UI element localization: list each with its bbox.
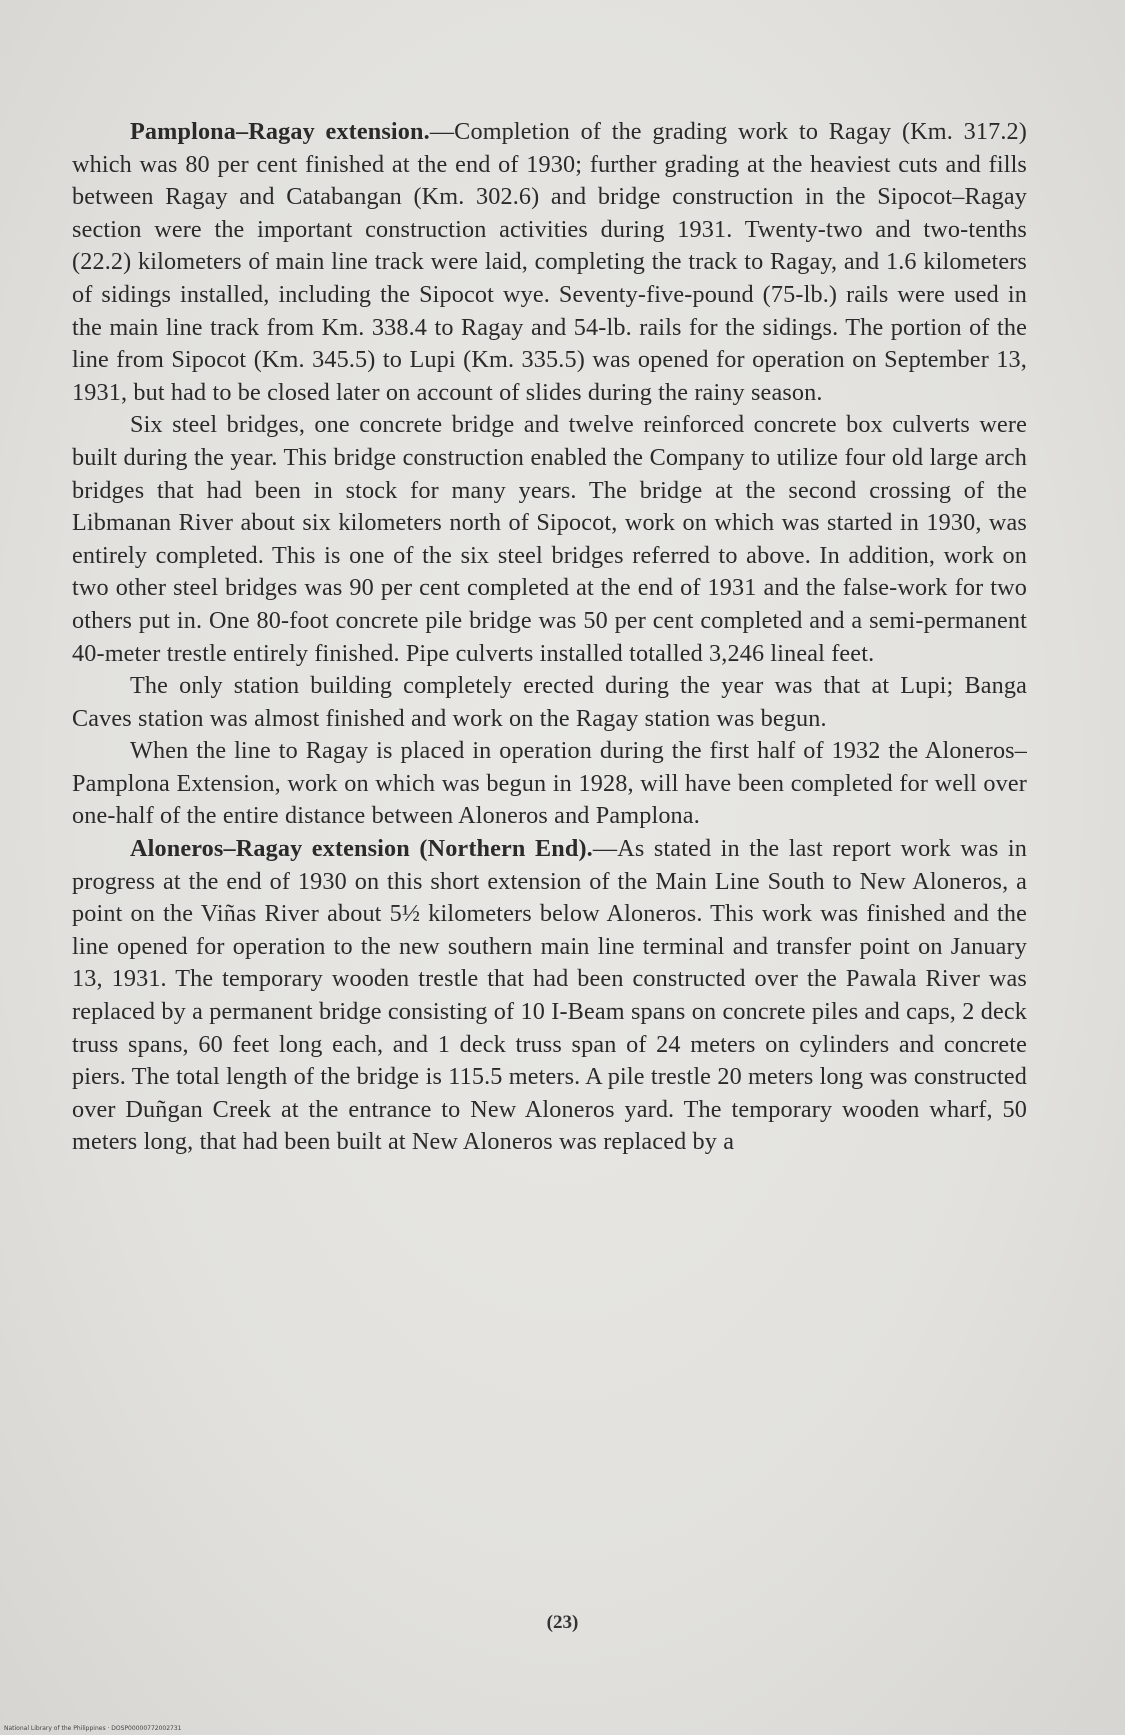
paragraph-line-to-ragay — [72, 735, 1027, 833]
paragraph-station-building — [72, 670, 1027, 735]
paragraph-steel-bridges — [72, 409, 1027, 670]
paragraph-text: Six steel bridges, one concrete bridge and twelve reinforced concrete box culverts were built during the year. This bridge construction enabled the Company to utilize four old large arch bridges that had been in stock for many years. The bridge at the second crossing of the Libmanan River about six kilometers north of Sipocot, work on which was started in 1930, was entirely completed. This is one of the six steel bridges referred to above. In addition, work on two other steel bridges was 90 per cent completed at the end of 1931 and the false-work for two others put in. One 80-foot concrete pile bridge was 50 per cent completed and a semi-permanent 40-meter trestle entirely finished. Pipe culverts installed totalled 3,246 lineal feet. — [72, 411, 1027, 667]
paragraph-text: When the line to Ragay is placed in operation during the first half of 1932 the Aloneros–Pamplona Extension, work on which was begun in 1928, will have been completed for well over one-half of the entire distance between Aloneros and Pamplona. — [72, 737, 1027, 830]
section-heading-pamplona-ragay: Pamplona–Ragay extension. — [130, 118, 430, 145]
paragraph-text: The only station building completely erected during the year was that at Lupi; Banga Caves station was almost finished and work on the Ragay station was begun. — [72, 672, 1027, 732]
paragraph-pamplona-ragay — [72, 116, 1027, 409]
paragraph-aloneros-ragay — [72, 833, 1027, 1159]
archive-footer-label: National Library of the Philippines · DOSP00000772002731 — [4, 1725, 182, 1732]
paragraph-text: —As stated in the last report work was in progress at the end of 1930 on this short extension of the Main Line South to New Aloneros, a point on the Viñas River about 5½ kilometers below Aloneros. This work was finished and the line opened for operation to the new southern main line terminal and transfer point on January 13, 1931. The temporary wooden trestle that had been constructed over the Pawala River was replaced by a permanent bridge consisting of 10 I-Beam spans on concrete piles and caps, 2 deck truss spans, 60 feet long each, and 1 deck truss span of 24 meters on cylinders and concrete piers. The total length of the bridge is 115.5 meters. A pile trestle 20 meters long was constructed over Duñgan Creek at the entrance to New Aloneros yard. The temporary wooden wharf, 50 meters long, that had been built at New Aloneros was replaced by a — [72, 835, 1027, 1156]
section-heading-aloneros-ragay: Aloneros–Ragay extension (Northern End). — [130, 835, 593, 863]
paragraph-text: —Completion of the grading work to Ragay (Km. 317.2) which was 80 per cent finished at the end of 1930; further grading at the heaviest cuts and fills between Ragay and Catabangan (Km. 302.6) and bridge construction in the Sipocot–Ragay section were the important construction activities during 1931. Twenty-two and two-tenths (22.2) kilometers of main line track were laid, completing the track to Ragay, and 1.6 kilometers of sidings installed, including the Sipocot wye. Seventy-five-pound (75-lb.) rails were used in the main line track from Km. 338.4 to Ragay and 54-lb. rails for the sidings. The portion of the line from Sipocot (Km. 345.5) to Lupi (Km. 335.5) was opened for operation on September 13, 1931, but had to be closed later on account of slides during the rainy season. — [72, 118, 1027, 406]
page-number: (23) — [546, 1612, 579, 1633]
body-text — [72, 116, 1027, 1159]
